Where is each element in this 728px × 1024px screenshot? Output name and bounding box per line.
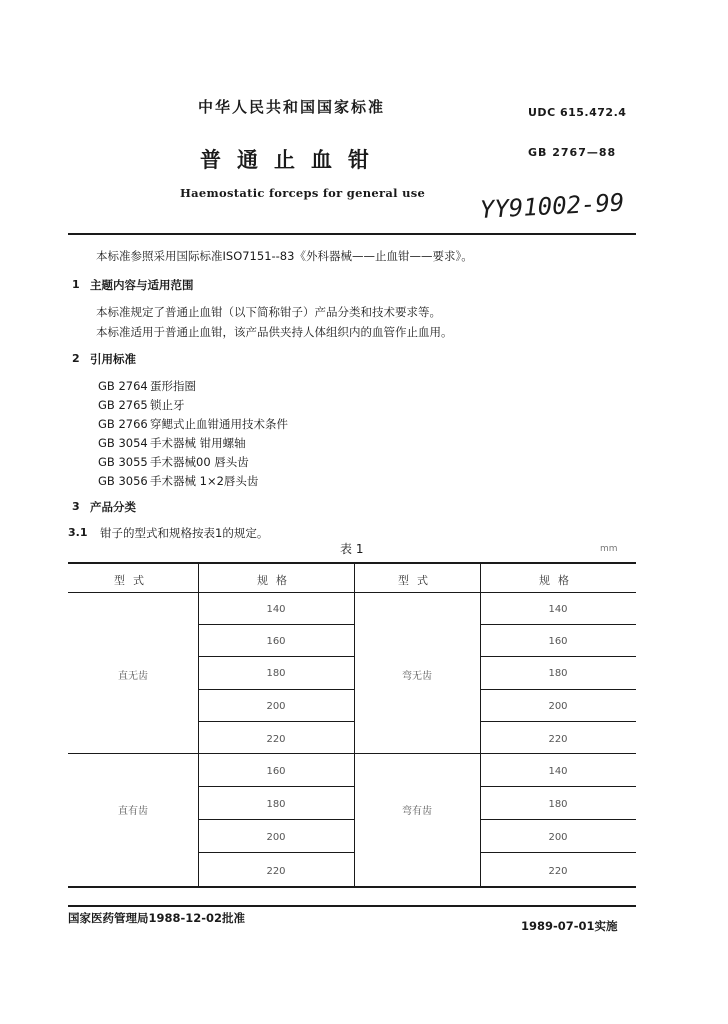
- section-1-title: 主题内容与适用范围: [90, 278, 194, 292]
- section-1-paragraph-1: 本标准规定了普通止血钳（以下简称钳子）产品分类和技术要求等。: [96, 305, 441, 319]
- table-size-cell: 200: [266, 701, 286, 712]
- section-2-number: 2: [72, 352, 80, 365]
- table-row-rule: [198, 721, 354, 722]
- table-size-cell: 140: [548, 766, 568, 777]
- table-size-cell: 160: [266, 766, 286, 777]
- header-rule: [68, 233, 636, 235]
- table-size-cell: 180: [548, 668, 568, 679]
- table-row-rule: [198, 656, 354, 657]
- table-size-cell: 200: [548, 701, 568, 712]
- handwritten-code: YY91002-99: [479, 188, 626, 224]
- table-bottom-rule: [68, 886, 636, 888]
- table-col-divider: [198, 562, 199, 888]
- table-size-cell: 180: [548, 799, 568, 810]
- gb-standard-number: GB 2767—88: [528, 146, 617, 159]
- table-header-type: 型式: [114, 574, 152, 587]
- reference-item: GB 3054 手术器械 钳用螺轴: [98, 436, 246, 450]
- reference-item: GB 2764 蛋形指圈: [98, 379, 196, 393]
- table-row-rule: [480, 852, 636, 853]
- section-2-title: 引用标准: [90, 352, 136, 366]
- table-row-rule: [198, 786, 354, 787]
- size-table: [68, 562, 636, 888]
- effective-date: 1989-07-01实施: [521, 919, 618, 933]
- table-size-cell: 200: [548, 832, 568, 843]
- table-header-size: 规格: [257, 574, 295, 587]
- reference-item: GB 2766 穿鳃式止血钳通用技术条件: [98, 417, 288, 431]
- table-size-cell: 140: [266, 604, 286, 615]
- table-group-rule: [68, 753, 636, 754]
- table-type-cell: 直有齿: [118, 806, 148, 817]
- table-row-rule: [480, 819, 636, 820]
- table-row-rule: [198, 819, 354, 820]
- reference-item: GB 3056 手术器械 1×2唇头齿: [98, 474, 259, 488]
- table-row-rule: [480, 689, 636, 690]
- table-size-cell: 140: [548, 604, 568, 615]
- section-3-1-number: 3.1: [68, 526, 88, 539]
- approval-note: 国家医药管理局1988-12-02批准: [68, 911, 246, 925]
- table-size-cell: 220: [266, 734, 286, 745]
- footer-rule: [68, 905, 636, 907]
- english-title: Haemostatic forceps for general use: [180, 186, 426, 200]
- table-size-cell: 200: [266, 832, 286, 843]
- table-type-cell: 弯无齿: [402, 671, 432, 682]
- table-top-rule: [68, 562, 636, 564]
- table-col-divider: [480, 562, 481, 888]
- table-type-cell: 直无齿: [118, 671, 148, 682]
- table-row-rule: [198, 624, 354, 625]
- table-row-rule: [480, 721, 636, 722]
- table-row-rule: [198, 852, 354, 853]
- table-size-cell: 160: [548, 636, 568, 647]
- table-unit: mm: [600, 544, 618, 554]
- section-3-number: 3: [72, 500, 80, 513]
- udc-code: UDC 615.472.4: [528, 106, 627, 119]
- reference-item: GB 3055 手术器械00 唇头齿: [98, 455, 249, 469]
- section-3-1-text: 钳子的型式和规格按表1的规定。: [100, 526, 269, 540]
- table-size-cell: 160: [266, 636, 286, 647]
- section-3-title: 产品分类: [90, 500, 136, 514]
- table-type-cell: 弯有齿: [402, 806, 432, 817]
- table-row-rule: [480, 624, 636, 625]
- issuing-organization: 中华人民共和国国家标准: [198, 98, 386, 116]
- document-title: 普通止血钳: [200, 148, 385, 172]
- table-size-cell: 180: [266, 668, 286, 679]
- table-header-rule: [68, 592, 636, 593]
- table-row-rule: [480, 656, 636, 657]
- table-col-divider: [354, 562, 355, 888]
- intro-paragraph: 本标准参照采用国际标准ISO7151--83《外科器械——止血钳——要求》。: [96, 249, 473, 263]
- section-1-paragraph-2: 本标准适用于普通止血钳，该产品供夹持人体组织内的血管作止血用。: [96, 325, 453, 339]
- reference-item: GB 2765 锁止牙: [98, 398, 185, 412]
- table-size-cell: 180: [266, 799, 286, 810]
- table-row-rule: [480, 786, 636, 787]
- table-header-size: 规格: [539, 574, 577, 587]
- table-header-type: 型式: [398, 574, 436, 587]
- table-size-cell: 220: [548, 866, 568, 877]
- table-caption: 表 1: [340, 542, 364, 556]
- table-size-cell: 220: [548, 734, 568, 745]
- section-1-number: 1: [72, 278, 80, 291]
- table-size-cell: 220: [266, 866, 286, 877]
- table-row-rule: [198, 689, 354, 690]
